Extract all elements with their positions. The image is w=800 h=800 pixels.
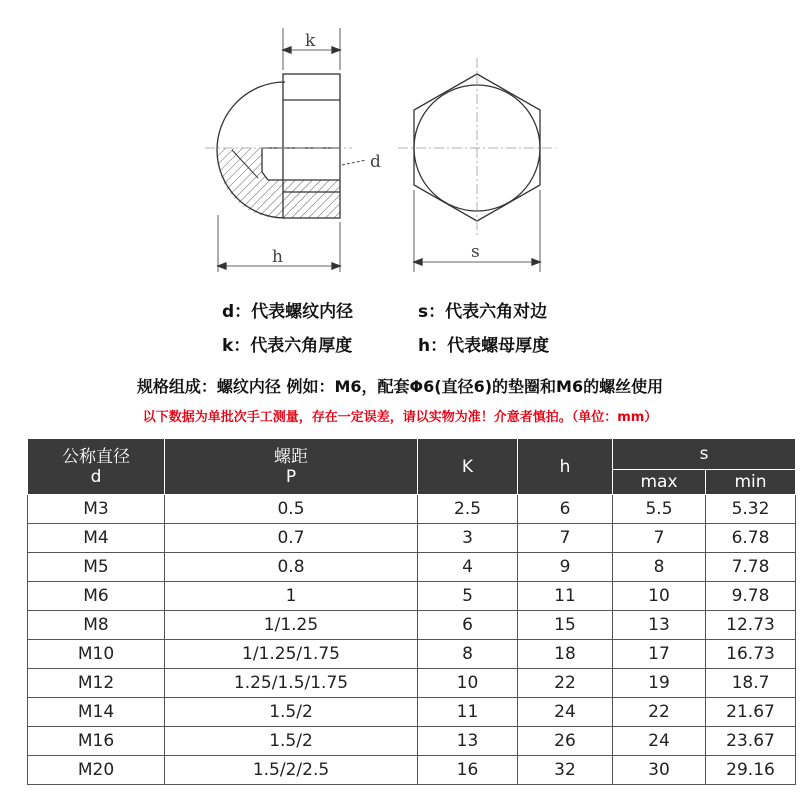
cell-s-max: 13 [613, 611, 706, 640]
cell-h: 24 [518, 698, 613, 727]
cell-s-max: 17 [613, 640, 706, 669]
cell-s-min: 18.7 [706, 669, 796, 698]
legend-h: h：代表螺母厚度 [418, 336, 550, 356]
cell-size: M16 [28, 727, 165, 756]
cell-h: 18 [518, 640, 613, 669]
dim-label-d: d [370, 152, 381, 172]
cell-k: 4 [418, 553, 518, 582]
cell-k: 11 [418, 698, 518, 727]
cell-s-max: 24 [613, 727, 706, 756]
cell-s-min: 9.78 [706, 582, 796, 611]
header-d-top: 公称直径 [62, 446, 130, 467]
cell-k: 6 [418, 611, 518, 640]
cell-k: 16 [418, 756, 518, 785]
header-h: h [518, 439, 613, 495]
cell-pitch: 1.5/2/2.5 [165, 756, 418, 785]
measurement-note: 以下数据为单批次手工测量，存在一定误差，请以实物为准！介意者慎拍。（单位：mm） [142, 410, 658, 425]
cell-s-min: 6.78 [706, 524, 796, 553]
spec-table-body [28, 495, 796, 785]
spec-description: 规格组成：螺纹内径 例如：M6，配套Φ6(直径6)的垫圈和M6的螺丝使用 [136, 377, 664, 396]
cell-h: 9 [518, 553, 613, 582]
cell-s-max: 19 [613, 669, 706, 698]
cell-size: M4 [28, 524, 165, 553]
spec-table [27, 438, 796, 785]
table-row [28, 582, 796, 611]
cell-size: M8 [28, 611, 165, 640]
cell-s-min: 12.73 [706, 611, 796, 640]
cell-s-min: 5.32 [706, 495, 796, 524]
table-row [28, 698, 796, 727]
cell-size: M6 [28, 582, 165, 611]
cell-size: M5 [28, 553, 165, 582]
cell-s-min: 21.67 [706, 698, 796, 727]
cell-s-min: 16.73 [706, 640, 796, 669]
cell-size: M12 [28, 669, 165, 698]
cell-s-min: 29.16 [706, 756, 796, 785]
cell-pitch: 0.8 [165, 553, 418, 582]
cell-pitch: 1/1.25 [165, 611, 418, 640]
dim-label-h: h [272, 247, 283, 267]
cell-k: 8 [418, 640, 518, 669]
header-s-min: min [706, 470, 796, 495]
technical-drawing [0, 0, 800, 290]
cell-k: 3 [418, 524, 518, 553]
cell-s-max: 10 [613, 582, 706, 611]
cell-h: 22 [518, 669, 613, 698]
cell-s-min: 23.67 [706, 727, 796, 756]
table-row [28, 727, 796, 756]
side-view [205, 28, 366, 272]
header-p-sub: P [285, 466, 297, 487]
table-row [28, 611, 796, 640]
header-s-max: max [613, 470, 706, 495]
cell-size: M14 [28, 698, 165, 727]
top-view [398, 58, 556, 272]
cell-size: M3 [28, 495, 165, 524]
header-d-sub: d [90, 466, 102, 487]
table-row [28, 756, 796, 785]
dim-label-k: k [305, 31, 316, 51]
cell-pitch: 1.25/1.5/1.75 [165, 669, 418, 698]
table-row [28, 524, 796, 553]
legend-d: d：代表螺纹内径 [222, 302, 354, 322]
cell-pitch: 0.5 [165, 495, 418, 524]
header-p-top: 螺距 [274, 446, 308, 467]
cell-s-max: 30 [613, 756, 706, 785]
cell-pitch: 0.7 [165, 524, 418, 553]
legend-s: s：代表六角对边 [418, 302, 548, 322]
cell-h: 6 [518, 495, 613, 524]
dim-label-s: s [471, 242, 480, 262]
cell-s-max: 22 [613, 698, 706, 727]
cell-h: 7 [518, 524, 613, 553]
table-row [28, 640, 796, 669]
cell-k: 13 [418, 727, 518, 756]
cell-s-max: 5.5 [613, 495, 706, 524]
cell-k: 2.5 [418, 495, 518, 524]
cell-pitch: 1.5/2 [165, 727, 418, 756]
header-s: s [613, 439, 796, 470]
cell-size: M10 [28, 640, 165, 669]
cell-pitch: 1.5/2 [165, 698, 418, 727]
cell-h: 11 [518, 582, 613, 611]
cell-h: 32 [518, 756, 613, 785]
table-row [28, 669, 796, 698]
cell-h: 26 [518, 727, 613, 756]
table-row [28, 495, 796, 524]
cell-s-max: 7 [613, 524, 706, 553]
cell-pitch: 1 [165, 582, 418, 611]
header-nominal-diameter [28, 439, 165, 495]
cell-s-max: 8 [613, 553, 706, 582]
header-pitch [165, 439, 418, 495]
cell-k: 5 [418, 582, 518, 611]
cell-h: 15 [518, 611, 613, 640]
cell-size: M20 [28, 756, 165, 785]
legend-k: k：代表六角厚度 [222, 336, 353, 356]
cell-pitch: 1/1.25/1.75 [165, 640, 418, 669]
header-k: K [418, 439, 518, 495]
table-row [28, 553, 796, 582]
cell-k: 10 [418, 669, 518, 698]
cell-s-min: 7.78 [706, 553, 796, 582]
